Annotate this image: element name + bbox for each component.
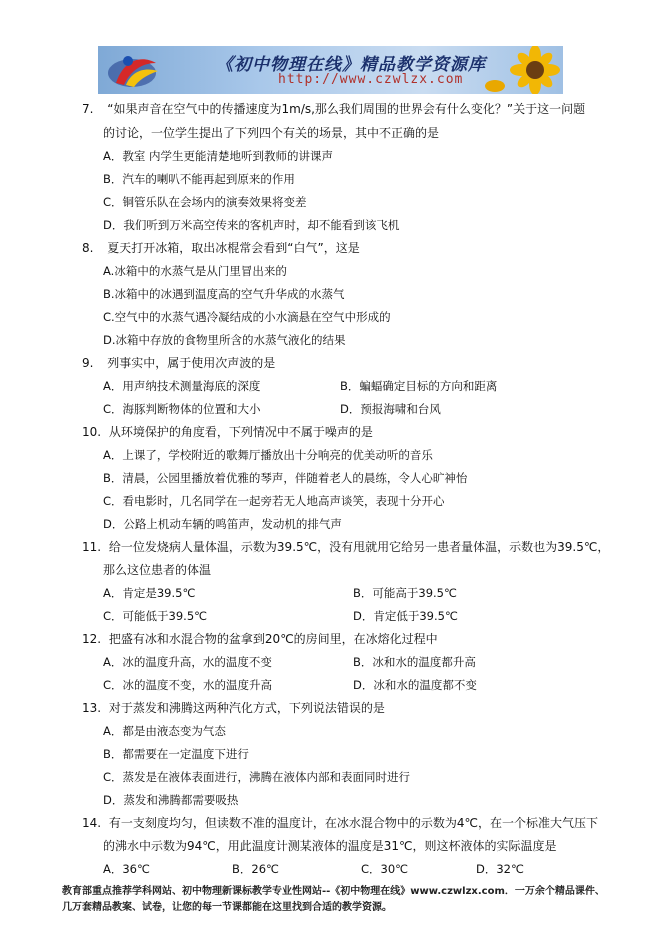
- q9-option-b: B．蝙蝠确定目标的方向和距离: [340, 379, 498, 393]
- question-11-stem-cont: 那么这位患者的体温: [103, 563, 212, 577]
- q7-option-b: B．汽车的喇叭不能再起到原来的作用: [103, 172, 295, 186]
- q7-option-a: A．教室 内学生更能清楚地听到教师的讲课声: [103, 149, 334, 163]
- header-banner: [98, 46, 563, 94]
- q14-option-d: D．32℃: [476, 862, 524, 876]
- q9-option-a: A．用声纳技术测量海底的深度: [103, 379, 261, 393]
- q9-option-d: D．预报海啸和台风: [340, 402, 441, 416]
- q12-option-c: C．冰的温度不变，水的温度升高: [103, 678, 273, 692]
- question-12-stem: [82, 632, 438, 646]
- question-text: 夏天打开冰箱，取出冰棍常会看到“白气”，这是: [107, 241, 360, 255]
- question-number: 8.: [82, 241, 94, 255]
- site-logo-icon: [102, 49, 166, 91]
- q13-option-d: D．蒸发和沸腾都需要吸热: [103, 793, 239, 807]
- q14-option-b: B．26℃: [232, 862, 279, 876]
- question-text: 对于蒸发和沸腾这两种汽化方式，下列说法错误的是: [108, 701, 385, 715]
- q7-option-c: C．铜管乐队在会场内的演奏效果将变差: [103, 195, 307, 209]
- q13-option-c: C．蒸发是在液体表面进行，沸腾在液体内部和表面同时进行: [103, 770, 411, 784]
- q12-option-b: B．冰和水的温度都升高: [353, 655, 476, 669]
- q8-option-a: A.冰箱中的水蒸气是从门里冒出来的: [103, 264, 287, 278]
- q13-option-b: B．都需要在一定温度下进行: [103, 747, 249, 761]
- q7-option-d: D．我们听到万米高空传来的客机声时，却不能看到该飞机: [103, 218, 400, 232]
- page-footer: 教育部重点推荐学科网站、初中物理新课标教学专业性网站--《初中物理在线》www.czwlzx.com．一万余个精品课件、几万套精品教案、试卷，让您的每一节课都能在这里找到合适的教学资源。: [62, 886, 605, 913]
- q8-option-c: C.空气中的水蒸气遇冷凝结成的小水滴悬在空气中形成的: [103, 310, 391, 324]
- q12-option-d: D．冰和水的温度都不变: [353, 678, 477, 692]
- question-11-stem: [82, 540, 609, 554]
- question-text: 把盛有冰和水混合物的盆拿到20℃的房间里，在冰熔化过程中: [108, 632, 438, 646]
- question-number: 11.: [82, 540, 102, 554]
- q14-option-c: C．30℃: [361, 862, 409, 876]
- question-14-stem-cont: 的沸水中示数为94℃，用此温度计测某液体的温度是31℃，则这杯液体的实际温度是: [103, 839, 557, 853]
- q13-option-a: A．都是由液态变为气态: [103, 724, 226, 738]
- banner-title: 《初中物理在线》精品教学资源库: [216, 55, 486, 75]
- question-text: 给一位发烧病人量体温，示数为39.5℃，没有甩就用它给另一患者量体温，示数也为39.5℃，: [108, 540, 610, 554]
- q11-option-c: C．可能低于39.5℃: [103, 609, 208, 623]
- question-number: 14.: [82, 816, 102, 830]
- q10-option-d: D．公路上机动车辆的鸣笛声，发动机的排气声: [103, 517, 342, 531]
- question-13-stem: [82, 701, 385, 715]
- question-number: 7.: [82, 102, 94, 116]
- q10-option-c: C．看电影时，几名同学在一起旁若无人地高声谈笑，表现十分开心: [103, 494, 445, 508]
- question-text: “如果声音在空气中的传播速度为1m/s,那么我们周围的世界会有什么变化？”关于这一问题: [107, 102, 586, 116]
- q10-option-a: A．上课了，学校附近的歌舞厅播放出十分响亮的优美动听的音乐: [103, 448, 433, 462]
- q12-option-a: A．冰的温度升高，水的温度不变: [103, 655, 272, 669]
- question-number: 10.: [82, 425, 102, 439]
- question-number: 9.: [82, 356, 94, 370]
- q10-option-b: B．清晨，公园里播放着优雅的琴声，伴随着老人的晨练，令人心旷神怡: [103, 471, 468, 485]
- question-text: 从环境保护的角度看，下列情况中不属于噪声的是: [108, 425, 373, 439]
- q9-option-c: C．海豚判断物体的位置和大小: [103, 402, 261, 416]
- question-9-stem: [82, 356, 275, 370]
- sunflower-icon: [483, 46, 563, 94]
- q14-option-a: A．36℃: [103, 862, 150, 876]
- q11-option-d: D．肯定低于39.5℃: [353, 609, 458, 623]
- q8-option-b: B.冰箱中的冰遇到温度高的空气升华成的水蒸气: [103, 287, 345, 301]
- banner-url[interactable]: http://www.czwlzx.com: [278, 72, 464, 87]
- q11-option-a: A．肯定是39.5℃: [103, 586, 196, 600]
- question-10-stem: [82, 425, 373, 439]
- question-text: 有一支刻度均匀，但读数不准的温度计，在冰水混合物中的示数为4℃，在一个标准大气压下: [108, 816, 599, 830]
- q8-option-d: D.冰箱中存放的食物里所含的水蒸气液化的结果: [103, 333, 346, 347]
- question-7-stem-cont: 的讨论，一位学生提出了下列四个有关的场景，其中不正确的是: [103, 126, 440, 140]
- question-number: 13.: [82, 701, 102, 715]
- question-text: 列事实中，属于使用次声波的是: [107, 356, 276, 370]
- q11-option-b: B．可能高于39.5℃: [353, 586, 457, 600]
- question-8-stem: [82, 241, 360, 255]
- question-14-stem: [82, 816, 598, 830]
- question-number: 12.: [82, 632, 102, 646]
- question-7-stem: [82, 102, 585, 116]
